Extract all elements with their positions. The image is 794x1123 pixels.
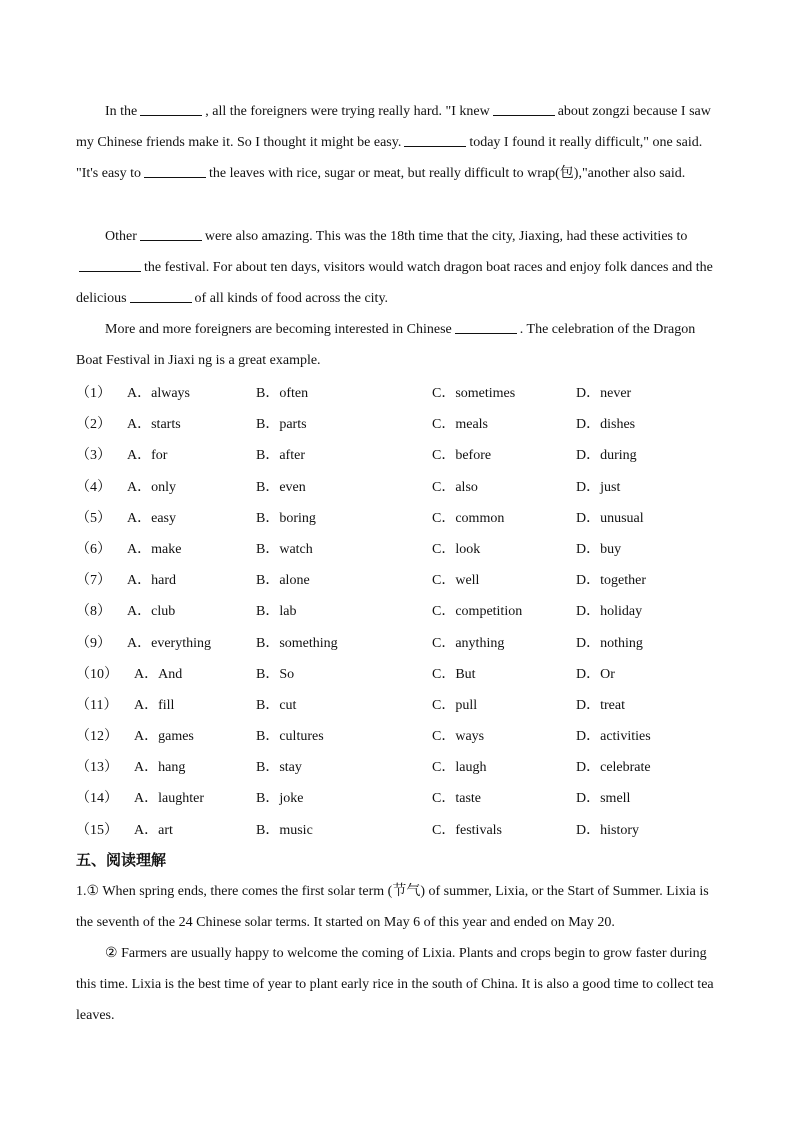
option-c[interactable]: C．taste [432, 791, 481, 807]
option-d[interactable]: D．holiday [576, 604, 643, 620]
passage-paragraph-2 [76, 221, 722, 314]
question-number: （5） [76, 510, 111, 526]
option-d[interactable]: D．smell [576, 791, 631, 807]
text-span: the leaves with rice, sugar or meat, but really difficult to wrap(包),"another also said. [209, 166, 686, 181]
passage-paragraph-3 [76, 314, 722, 376]
option-c[interactable]: C．laugh [432, 760, 487, 776]
text-span: Other [105, 229, 137, 244]
question-number: （13） [76, 760, 118, 776]
option-d[interactable]: D．activities [576, 729, 651, 745]
option-b[interactable]: B．parts [256, 417, 307, 433]
question-number: （12） [76, 729, 118, 745]
option-c[interactable]: C．anything [432, 635, 505, 651]
option-b[interactable]: B．cultures [256, 729, 324, 745]
question-number: （2） [76, 417, 111, 433]
option-b[interactable]: B．music [256, 822, 313, 838]
question-row-3 [76, 440, 736, 471]
option-a[interactable]: A．for [127, 448, 168, 464]
text-span: More and more foreigners are becoming interested in Chinese [105, 322, 452, 337]
option-b[interactable]: B．lab [256, 604, 297, 620]
option-b[interactable]: B．boring [256, 510, 316, 526]
question-number: （7） [76, 573, 111, 589]
question-number: （1） [76, 386, 111, 401]
option-d[interactable]: D．during [576, 448, 637, 464]
option-d[interactable]: D．treat [576, 697, 625, 713]
question-row-12 [76, 721, 736, 752]
option-d[interactable]: D．dishes [576, 417, 636, 433]
text-span: . The celebration of the Dragon Boat Festival in Jiaxi ng is a great example. [76, 322, 696, 368]
option-a[interactable]: A．club [127, 604, 176, 620]
option-d[interactable]: D．nothing [576, 635, 643, 651]
option-d[interactable]: D．never [576, 386, 632, 401]
option-c[interactable]: C．sometimes [432, 386, 516, 401]
option-a[interactable]: A．laughter [134, 791, 204, 807]
option-c[interactable]: C．But [432, 666, 476, 682]
answer-blank-7[interactable] [130, 288, 192, 303]
text-span: When spring ends, there comes the first solar term (节气) of summer, Lixia, or the Start of Summer. Lixia is the seventh of the 24 Chinese solar terms. It started on May 6 of this year and ended on May 20. [76, 884, 709, 930]
option-b[interactable]: B．stay [256, 760, 302, 776]
option-a[interactable]: A．everything [127, 635, 211, 651]
question-row-7 [76, 565, 736, 596]
option-a[interactable]: A．easy [127, 510, 176, 526]
option-b[interactable]: B．So [256, 666, 295, 682]
question-row-1 [76, 378, 736, 409]
question-row-14 [76, 783, 736, 814]
question-number: （9） [76, 635, 111, 651]
question-row-4 [76, 472, 736, 503]
reading-paragraph-1 [76, 876, 722, 938]
option-b[interactable]: B．after [256, 448, 305, 464]
answer-blank-2[interactable] [493, 101, 555, 116]
question-row-2 [76, 409, 736, 440]
option-a[interactable]: A．And [134, 666, 183, 682]
option-a[interactable]: A．hang [134, 760, 186, 776]
text-span: of all kinds of food across the city. [194, 291, 389, 306]
option-b[interactable]: B．often [256, 386, 309, 401]
option-a[interactable]: A．make [127, 541, 182, 557]
question-number: （4） [76, 479, 111, 495]
option-c[interactable]: C．look [432, 541, 481, 557]
question-row-5 [76, 503, 736, 534]
option-b[interactable]: B．even [256, 479, 306, 495]
question-row-11 [76, 690, 736, 721]
text-span: today I found it really difficult," one said. "It's easy to [76, 135, 703, 181]
option-b[interactable]: B．watch [256, 541, 313, 557]
option-d[interactable]: D．buy [576, 541, 622, 557]
passage-paragraph-1 [76, 96, 722, 189]
text-span: Farmers are usually happy to welcome the coming of Lixia. Plants and crops begin to grow faster during this time. Lixia is the best time of year to plant early rice in the south of China. It is also a good time to collect tea leaves. [76, 946, 714, 1023]
option-a[interactable]: A．hard [127, 573, 176, 589]
option-b[interactable]: B．joke [256, 791, 304, 807]
question-row-8 [76, 596, 736, 627]
text-span: about zongzi because I saw my Chinese friends make it. So I thought it might be easy. [76, 104, 711, 150]
option-a[interactable]: A．starts [127, 417, 181, 433]
question-row-13 [76, 752, 736, 783]
answer-options-list [76, 378, 736, 846]
circled-number-2: ② [105, 946, 118, 961]
question-number: （8） [76, 604, 111, 620]
option-d[interactable]: D．together [576, 573, 646, 589]
question-number: （6） [76, 541, 111, 557]
question-number: （11） [76, 697, 118, 713]
option-c[interactable]: C．festivals [432, 822, 502, 838]
section-heading: 五、阅读理解 [76, 851, 167, 869]
text-span: In the [105, 104, 138, 119]
answer-blank-6[interactable] [79, 257, 141, 272]
option-c[interactable]: C．common [432, 510, 505, 526]
answer-blank-3[interactable] [404, 132, 466, 147]
option-c[interactable]: C．pull [432, 697, 478, 713]
text-span: , all the foreigners were trying really hard. "I knew [205, 104, 490, 119]
option-c[interactable]: C．before [432, 448, 492, 464]
option-c[interactable]: C．meals [432, 417, 488, 433]
question-number: （15） [76, 822, 118, 838]
option-d[interactable]: D．celebrate [576, 760, 651, 776]
option-d[interactable]: D．Or [576, 666, 615, 682]
question-number: （14） [76, 791, 118, 807]
option-a[interactable]: A．art [134, 822, 173, 838]
option-c[interactable]: C．ways [432, 729, 485, 745]
option-c[interactable]: C．competition [432, 604, 523, 620]
text-span: the festival. For about ten days, visitors would watch dragon boat races and enjoy folk dances and the delicious [76, 260, 713, 306]
option-d[interactable]: D．just [576, 479, 621, 495]
question-number: （10） [76, 666, 118, 682]
question-number: 1. [76, 884, 87, 899]
circled-number-1: ① [86, 884, 100, 899]
option-a[interactable]: A．games [134, 729, 194, 745]
answer-blank-1[interactable] [140, 101, 202, 116]
option-c[interactable]: C．also [432, 479, 478, 495]
answer-blank-8[interactable] [455, 319, 517, 334]
option-a[interactable]: A．only [127, 479, 176, 495]
option-d[interactable]: D．unusual [576, 510, 644, 526]
option-b[interactable]: B．alone [256, 573, 310, 589]
answer-blank-4[interactable] [144, 163, 206, 178]
text-span: were also amazing. This was the 18th time that the city, Jiaxing, had these activities to [204, 229, 688, 244]
question-row-9 [76, 628, 736, 659]
option-b[interactable]: B．something [256, 635, 338, 651]
option-a[interactable]: A．fill [134, 697, 175, 713]
question-row-10 [76, 659, 736, 690]
answer-blank-5[interactable] [140, 226, 202, 241]
option-c[interactable]: C．well [432, 573, 480, 589]
question-row-15 [76, 815, 736, 846]
option-a[interactable]: A．always [127, 386, 190, 401]
question-row-6 [76, 534, 736, 565]
reading-paragraph-2 [76, 938, 722, 1031]
option-b[interactable]: B．cut [256, 697, 297, 713]
question-number: （3） [76, 448, 111, 464]
option-d[interactable]: D．history [576, 822, 639, 838]
